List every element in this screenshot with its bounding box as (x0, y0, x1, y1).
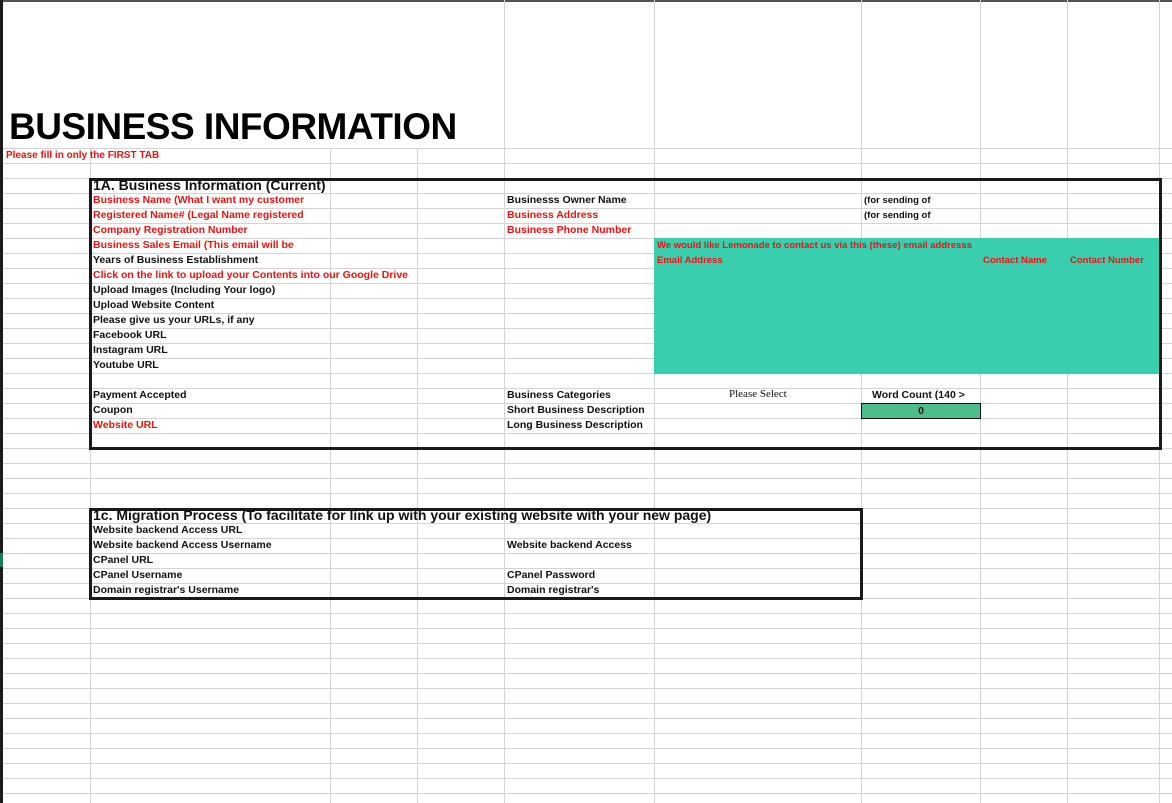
label-cpanel-url: CPanel URL (93, 554, 154, 566)
row-gridline (3, 478, 1172, 479)
contact-col-name: Contact Name (983, 255, 1047, 266)
label-youtube-url: Youtube URL (93, 359, 159, 371)
label-business-phone: Business Phone Number (507, 224, 632, 236)
row-gridline (3, 763, 1172, 764)
label-company-registration: Company Registration Number (93, 224, 248, 236)
label-backend-access: Website backend Access (507, 539, 632, 551)
sheet-title: BUSINESS INFORMATION (9, 106, 457, 147)
row-gridline (3, 718, 1172, 719)
row-gridline (3, 793, 1172, 794)
label-sales-email: Business Sales Email (This email will be (93, 239, 294, 251)
label-years-established: Years of Business Establishment (93, 254, 259, 266)
row-gridline (3, 748, 1172, 749)
label-backend-url: Website backend Access URL (93, 524, 243, 536)
label-owner-name: Businesss Owner Name (507, 194, 627, 206)
contact-block-heading: We would like Lemonade to contact us via this (these) email addresss (657, 240, 972, 251)
label-short-description: Short Business Description (507, 404, 645, 416)
label-upload-images: Upload Images (Including Your logo) (93, 284, 276, 296)
row-gridline (3, 493, 1172, 494)
label-urls-prompt: Please give us your URLs, if any (93, 314, 255, 326)
note-business-address: (for sending of (864, 210, 931, 221)
note-owner-name: (for sending of (864, 195, 931, 206)
label-long-description: Long Business Description (507, 419, 643, 431)
label-business-name: Business Name (What I want my customer (93, 194, 305, 206)
row-gridline (3, 463, 1172, 464)
label-registered-name: Registered Name# (Legal Name registered (93, 209, 304, 221)
label-backend-username: Website backend Access Username (93, 539, 272, 551)
label-cpanel-username: CPanel Username (93, 569, 183, 581)
label-domain-registrar: Domain registrar's (507, 584, 600, 596)
selected-row-marker (0, 553, 3, 567)
label-instagram-url: Instagram URL (93, 344, 168, 356)
section-1a-heading: 1A. Business Information (Current) (93, 177, 326, 193)
label-coupon: Coupon (93, 404, 133, 416)
instruction-text: Please fill in only the FIRST TAB (6, 150, 160, 161)
row-gridline (3, 733, 1172, 734)
label-cpanel-password: CPanel Password (507, 569, 596, 581)
row-gridline (3, 688, 1172, 689)
label-facebook-url: Facebook URL (93, 329, 167, 341)
label-business-address: Business Address (507, 209, 599, 221)
section-1c-heading: 1c. Migration Process (To facilitate for link up with your existing website with your new page) (93, 507, 712, 523)
row-gridline (3, 673, 1172, 674)
label-payment-accepted: Payment Accepted (93, 389, 187, 401)
contact-col-email: Email Address (657, 255, 723, 266)
label-upload-website-content: Upload Website Content (93, 299, 215, 311)
row-gridline (3, 658, 1172, 659)
contact-col-number: Contact Number (1070, 255, 1144, 266)
row-gridline (3, 643, 1172, 644)
row-gridline (3, 703, 1172, 704)
label-domain-registrar-username: Domain registrar's Username (93, 584, 240, 596)
word-count-value: 0 (861, 403, 981, 419)
upload-link-instruction[interactable]: Click on the link to upload your Contents into our Google Drive (93, 269, 409, 281)
word-count-label: Word Count (140 > (872, 389, 965, 401)
row-gridline (3, 778, 1172, 779)
business-category-select[interactable]: Please Select (729, 388, 787, 400)
sheet-top-edge (0, 0, 1172, 2)
row-gridline (3, 148, 1172, 149)
sheet-left-edge (0, 0, 3, 803)
row-gridline (3, 163, 1172, 164)
label-website-url: Website URL (93, 419, 158, 431)
row-gridline (3, 628, 1172, 629)
row-gridline (3, 613, 1172, 614)
label-business-categories: Business Categories (507, 389, 611, 401)
